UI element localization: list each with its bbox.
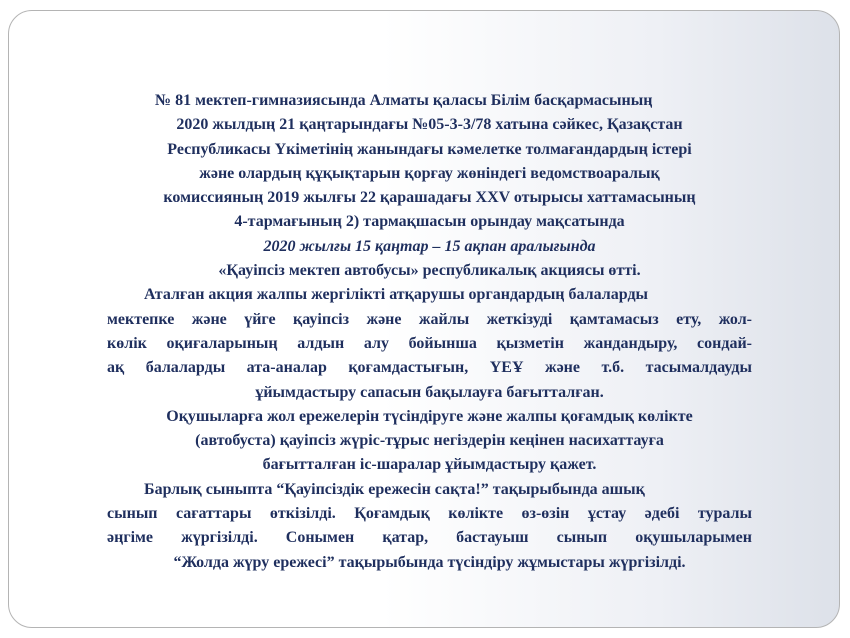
text-line: комиссияның 2019 жылғы 22 қарашадағы XXV отырысы хаттамасының bbox=[163, 189, 696, 207]
slide-frame bbox=[8, 10, 840, 628]
text-line: Оқушыларға жол ережелерін түсіндіруге және жалпы қоғамдық көлікте bbox=[166, 407, 693, 425]
text-line: және олардың құқықтарын қорғау жөніндегі ведомствоаралық bbox=[199, 164, 660, 182]
date-range-line: 2020 жылғы 15 қаңтар – 15 ақпан аралығында bbox=[263, 237, 596, 255]
text-line: ұйымдастыру сапасын бақылауға бағытталған. bbox=[255, 383, 604, 401]
campaign-title-line: «Қауіпсіз мектеп автобусы» республикалық акциясы өтті. bbox=[218, 262, 641, 280]
text-line: әңгіме жүргізілді. Сонымен қатар, бастауыш сынып оқушыларымен bbox=[107, 529, 752, 547]
text-line: сынып сағаттары өткізілді. Қоғамдық көлікте өз-өзін ұстау әдебі туралы bbox=[107, 505, 752, 523]
text-line: № 81 мектеп-гимназиясында Алматы қаласы Білім басқармасының bbox=[155, 92, 653, 109]
text-line: 4-тармағының 2) тармақшасын орындау мақсатында bbox=[234, 213, 625, 231]
text-line: мектепке және үйге қауіпсіз және жайлы жеткізуді қамтамасыз ету, жол- bbox=[107, 310, 752, 328]
text-line: “Жолда жүру ережесі” тақырыбында түсіндіру жұмыстары жүргізілді. bbox=[173, 553, 686, 571]
slide-body-text bbox=[107, 89, 752, 575]
text-line: бағытталған іс-шаралар ұйымдастыру қажет. bbox=[262, 456, 597, 474]
text-line: көлік оқиғаларының алдын алу бойынша қызметін жандандыру, сондай- bbox=[107, 334, 752, 352]
text-line: Барлық сыныпта “Қауіпсіздік ережесін сақта!” тақырыбында ашық bbox=[144, 480, 645, 498]
text-line: Аталған акция жалпы жергілікті атқарушы органдардың балаларды bbox=[144, 286, 649, 304]
text-line: Республикасы Үкіметінің жанындағы кәмелетке толмағандардың істері bbox=[167, 140, 692, 158]
text-line: (автобуста) қауіпсіз жүріс-тұрыс негіздерін кеңінен насихаттауға bbox=[195, 432, 664, 450]
text-line: ақ балаларды ата-аналар қоғамдастығын, ҮЕҰ және т.б. тасымалдауды bbox=[107, 359, 752, 377]
text-line: 2020 жылдың 21 қаңтарындағы №05-3-3/78 хатына сәйкес, Қазақстан bbox=[176, 116, 683, 134]
